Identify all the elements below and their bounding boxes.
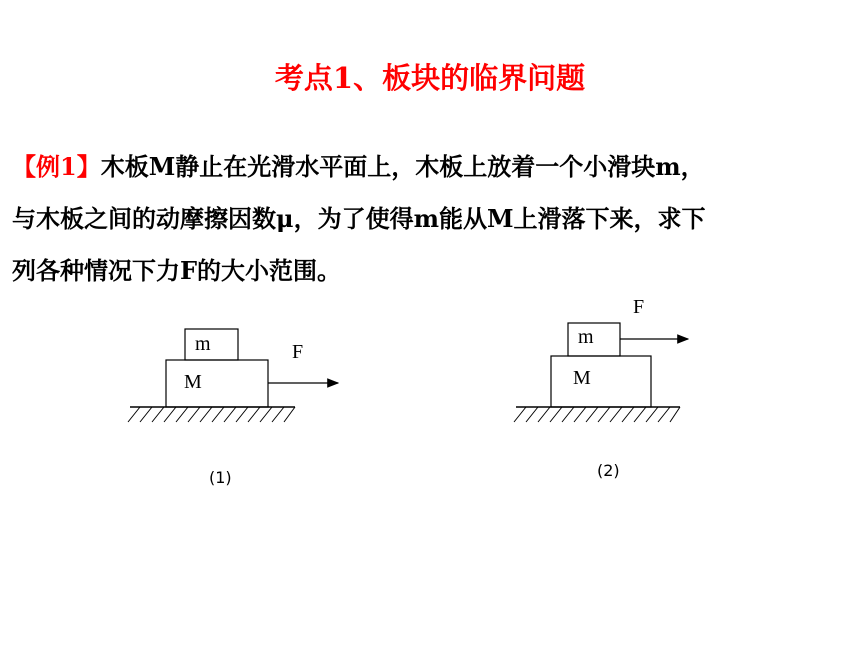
- page-title: 考点1、板块的临界问题: [274, 61, 586, 95]
- big-block-2: [551, 356, 651, 407]
- figure-2: [514, 296, 688, 422]
- small-block-label-2: m: [578, 326, 594, 348]
- big-block-label-1: M: [184, 371, 202, 393]
- small-block-label-1: m: [195, 333, 211, 355]
- force-label-1: F: [292, 341, 304, 363]
- ground-hatch-1: [128, 407, 295, 422]
- problem-line-2: 与木板之间的动摩擦因数μ，为了使得m能从M上滑落下来，求下: [12, 204, 706, 233]
- big-block-label-2: M: [573, 367, 591, 389]
- small-block-1: [185, 329, 238, 360]
- problem-line-1-text: 木板M静止在光滑水平面上，木板上放着一个小滑块m，: [100, 152, 705, 181]
- force-label-2: F: [633, 296, 645, 318]
- problem-line-3: 列各种情况下力F的大小范围。: [12, 256, 342, 285]
- big-block-1: [166, 360, 268, 407]
- figure-1: [128, 329, 338, 422]
- ground-hatch-2: [514, 407, 680, 422]
- figure-2-caption: (2): [597, 461, 620, 480]
- example-tag: 【例1】: [12, 152, 101, 181]
- small-block-2: [568, 323, 620, 356]
- figure-1-caption: (1): [209, 468, 232, 487]
